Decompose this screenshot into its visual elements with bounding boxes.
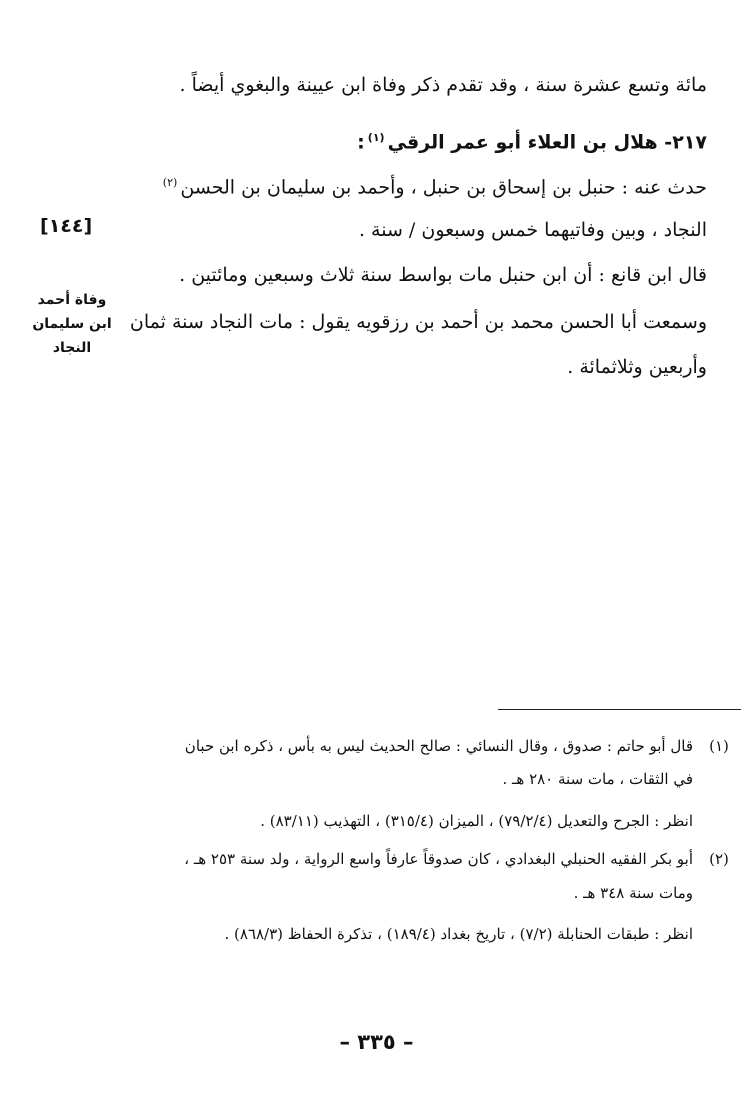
footnote-1-line-1: قال أبو حاتم : صدوق ، وقال النسائي : صالح الحديث ليس به بأس ، ذكره ابن حبان	[184, 737, 693, 755]
footnote-1-line-2: في الثقات ، مات سنة ٢٨٠ هـ .	[502, 770, 693, 788]
footnote-ref-2: (٢)	[162, 176, 178, 189]
manuscript-folio-marker: [١٤٤]	[40, 215, 93, 237]
footnote-2-line-1: أبو بكر الفقيه الحنبلي البغدادي ، كان صدوقاً عارفاً واسع الرواية ، ولد سنة ٢٥٣ هـ ،	[184, 850, 693, 868]
text-line-6: وسمعت أبا الحسن محمد بن أحمد بن رزقويه يقول : مات النجاد سنة ثمان	[129, 311, 707, 333]
margin-note-line-2: ابن سليمان	[32, 316, 112, 332]
heading-colon: :	[357, 131, 365, 154]
text-line-5: قال ابن قانع : أن ابن حنبل مات بواسط سنة ثلاث وسبعين ومائتين .	[179, 264, 707, 286]
footnote-2-number: (٢)	[709, 850, 729, 868]
text-line-3	[160, 168, 707, 202]
margin-note-line-1: وفاة أحمد	[37, 292, 107, 308]
footnote-separator	[498, 709, 741, 710]
text-line-3-content: حدث عنه : حنبل بن إسحاق بن حنبل ، وأحمد بن سليمان بن الحسن	[180, 176, 707, 199]
entry-heading	[357, 123, 707, 157]
margin-note	[24, 288, 120, 360]
margin-note-line-3: النجاد	[52, 340, 92, 356]
text-line-1: مائة وتسع عشرة سنة ، وقد تقدم ذكر وفاة ابن عيينة والبغوي أيضاً .	[179, 74, 707, 96]
footnote-2-line-3: انظر : طبقات الحنابلة (٧/٢) ، تاريخ بغداد (١٨٩/٤) ، تذكرة الحفاظ (٨٦٨/٣) .	[224, 925, 693, 943]
page-number: – ٣٣٥ –	[339, 1030, 414, 1054]
text-line-7: وأربعين وثلاثمائة .	[567, 356, 707, 378]
footnote-2-line-2: ومات سنة ٣٤٨ هـ .	[573, 884, 693, 902]
footnote-ref-1: (١)	[367, 131, 385, 144]
text-line-4: النجاد ، وبين وفاتيهما خمس وسبعون / سنة .	[358, 219, 707, 241]
footnote-1-number: (١)	[709, 737, 729, 755]
heading-text: ٢١٧- هلال بن العلاء أبو عمر الرقي	[387, 131, 707, 154]
footnote-1-line-3: انظر : الجرح والتعديل (٧٩/٢/٤) ، الميزان (٣١٥/٤) ، التهذيب (٨٣/١١) .	[260, 812, 693, 830]
